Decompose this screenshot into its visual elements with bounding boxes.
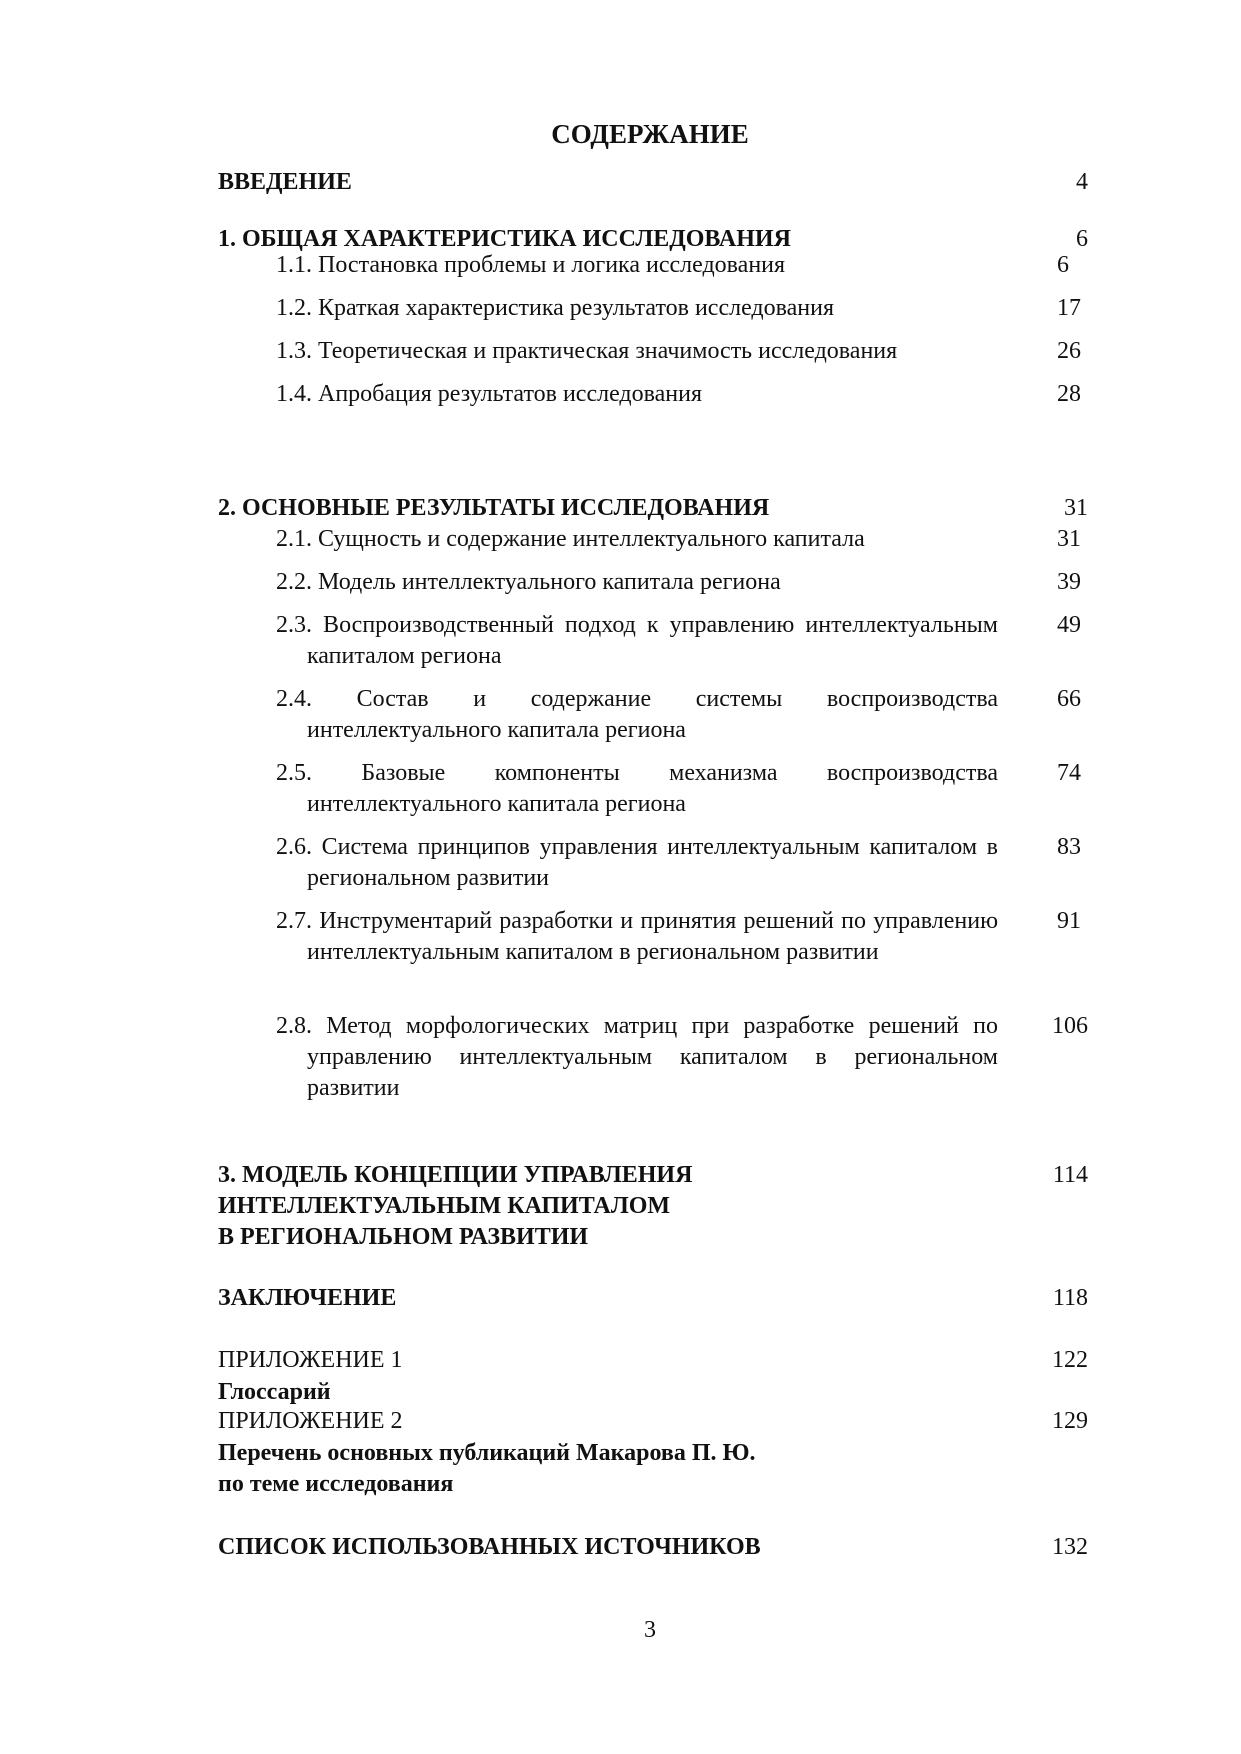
toc-entry-1-2[interactable]: 1.2. Краткая характеристика результатов исследования 17 bbox=[276, 295, 1081, 321]
toc-page-number: 122 bbox=[1052, 1347, 1088, 1373]
toc-page-number: 132 bbox=[1052, 1534, 1088, 1560]
toc-entry-label: ВВЕДЕНИЕ bbox=[218, 169, 352, 195]
toc-entry-2-5[interactable]: 2.5. Базовые компоненты механизма воспроизводства интеллектуального капитала региона 74 bbox=[276, 760, 1081, 817]
toc-entry-2-3[interactable]: 2.3. Воспроизводственный подход к управлению интеллектуальным капиталом региона 49 bbox=[276, 612, 1081, 669]
toc-page-number: 129 bbox=[1052, 1408, 1088, 1434]
toc-entry-1-4[interactable]: 1.4. Апробация результатов исследования 28 bbox=[276, 381, 1081, 407]
toc-entry-label: ПРИЛОЖЕНИЕ 1 bbox=[218, 1347, 403, 1373]
toc-entry-label: 2.1. Сущность и содержание интеллектуального капитала bbox=[276, 526, 865, 552]
toc-page-number: 114 bbox=[1052, 1162, 1088, 1188]
toc-entry-2-2[interactable]: 2.2. Модель интеллектуального капитала региона 39 bbox=[276, 569, 1081, 595]
toc-entry-label: ЗАКЛЮЧЕНИЕ bbox=[218, 1285, 397, 1311]
toc-entry-conclusion[interactable] bbox=[218, 1283, 1088, 1314]
toc-entry-label: 2.5. Базовые компоненты механизма воспроизводства интеллектуального капитала региона bbox=[276, 760, 998, 817]
toc-entry-introduction[interactable] bbox=[218, 167, 1088, 198]
toc-entry-label-line: ИНТЕЛЛЕКТУАЛЬНЫМ КАПИТАЛОМ bbox=[218, 1193, 671, 1219]
toc-entry-chapter-2[interactable] bbox=[218, 493, 1088, 524]
page-number: 3 bbox=[644, 1617, 656, 1643]
toc-entry-label-line: 3. МОДЕЛЬ КОНЦЕПЦИИ УПРАВЛЕНИЯ bbox=[218, 1162, 693, 1188]
toc-entry-label: 2.8. Метод морфологических матриц при разработке решений по управлению интеллектуальным капиталом в региональном развитии bbox=[276, 1013, 998, 1101]
toc-title: СОДЕРЖАНИЕ bbox=[551, 119, 749, 149]
toc-entry-label: СПИСОК ИСПОЛЬЗОВАННЫХ ИСТОЧНИКОВ bbox=[218, 1534, 761, 1560]
toc-page-number: 4 bbox=[1076, 169, 1088, 195]
toc-entry-2-8[interactable] bbox=[276, 1011, 1088, 1104]
toc-entry-label-line: В РЕГИОНАЛЬНОМ РАЗВИТИИ bbox=[218, 1224, 589, 1250]
toc-page-number: 6 bbox=[1076, 226, 1088, 252]
toc-page-number: 31 bbox=[1064, 495, 1088, 521]
toc-appendix-2-description bbox=[218, 1438, 1088, 1500]
toc-entry-chapter-3[interactable] bbox=[218, 1160, 1088, 1253]
toc-entry-1-1[interactable]: 1.1. Постановка проблемы и логика исследования 6 bbox=[276, 252, 1069, 278]
toc-entry-2-4[interactable]: 2.4. Состав и содержание системы воспроизводства интеллектуального капитала региона 66 bbox=[276, 686, 1081, 743]
toc-entry-label: 2. ОСНОВНЫЕ РЕЗУЛЬТАТЫ ИССЛЕДОВАНИЯ bbox=[218, 495, 770, 521]
toc-entry-label: 2.4. Состав и содержание системы воспроизводства интеллектуального капитала региона bbox=[276, 686, 998, 743]
toc-page-number: 118 bbox=[1052, 1285, 1088, 1311]
toc-entry-label: 1.3. Теоретическая и практическая значимость исследования bbox=[276, 338, 898, 364]
toc-entry-appendix-1[interactable] bbox=[218, 1345, 1088, 1376]
toc-appendix-2-description-line: Перечень основных публикаций Макарова П. Ю. bbox=[218, 1440, 756, 1466]
toc-entry-appendix-2[interactable] bbox=[218, 1406, 1088, 1437]
toc-entry-label: 1. ОБЩАЯ ХАРАКТЕРИСТИКА ИССЛЕДОВАНИЯ bbox=[218, 226, 791, 252]
toc-entry-label: 1.1. Постановка проблемы и логика исследования bbox=[276, 252, 786, 278]
toc-appendix-2-description-line: по теме исследования bbox=[218, 1471, 454, 1497]
toc-entry-label: 2.6. Система принципов управления интеллектуальным капиталом в региональном развитии bbox=[276, 834, 998, 891]
toc-page-number: 106 bbox=[1052, 1013, 1088, 1039]
toc-entry-1-3[interactable]: 1.3. Теоретическая и практическая значимость исследования 26 bbox=[276, 338, 1081, 364]
toc-entry-label: 2.7. Инструментарий разработки и принятия решений по управлению интеллектуальным капиталом в региональном развитии bbox=[276, 908, 998, 965]
toc-entry-2-1[interactable]: 2.1. Сущность и содержание интеллектуального капитала 31 bbox=[276, 526, 1081, 552]
toc-entry-label: 1.4. Апробация результатов исследования bbox=[276, 381, 703, 407]
toc-entry-label: 2.3. Воспроизводственный подход к управлению интеллектуальным капиталом региона bbox=[276, 612, 998, 669]
toc-entry-2-6[interactable]: 2.6. Система принципов управления интеллектуальным капиталом в региональном развитии 83 bbox=[276, 834, 1081, 891]
toc-entry-sources[interactable] bbox=[218, 1532, 1088, 1563]
toc-appendix-1-description: Глоссарий bbox=[218, 1379, 331, 1405]
toc-entry-2-7[interactable]: 2.7. Инструментарий разработки и принятия решений по управлению интеллектуальным капиталом в региональном развитии 91 bbox=[276, 908, 1081, 965]
toc-entry-label: ПРИЛОЖЕНИЕ 2 bbox=[218, 1408, 403, 1434]
toc-entry-label: 2.2. Модель интеллектуального капитала региона bbox=[276, 569, 781, 595]
toc-entry-label: 1.2. Краткая характеристика результатов исследования bbox=[276, 295, 835, 321]
